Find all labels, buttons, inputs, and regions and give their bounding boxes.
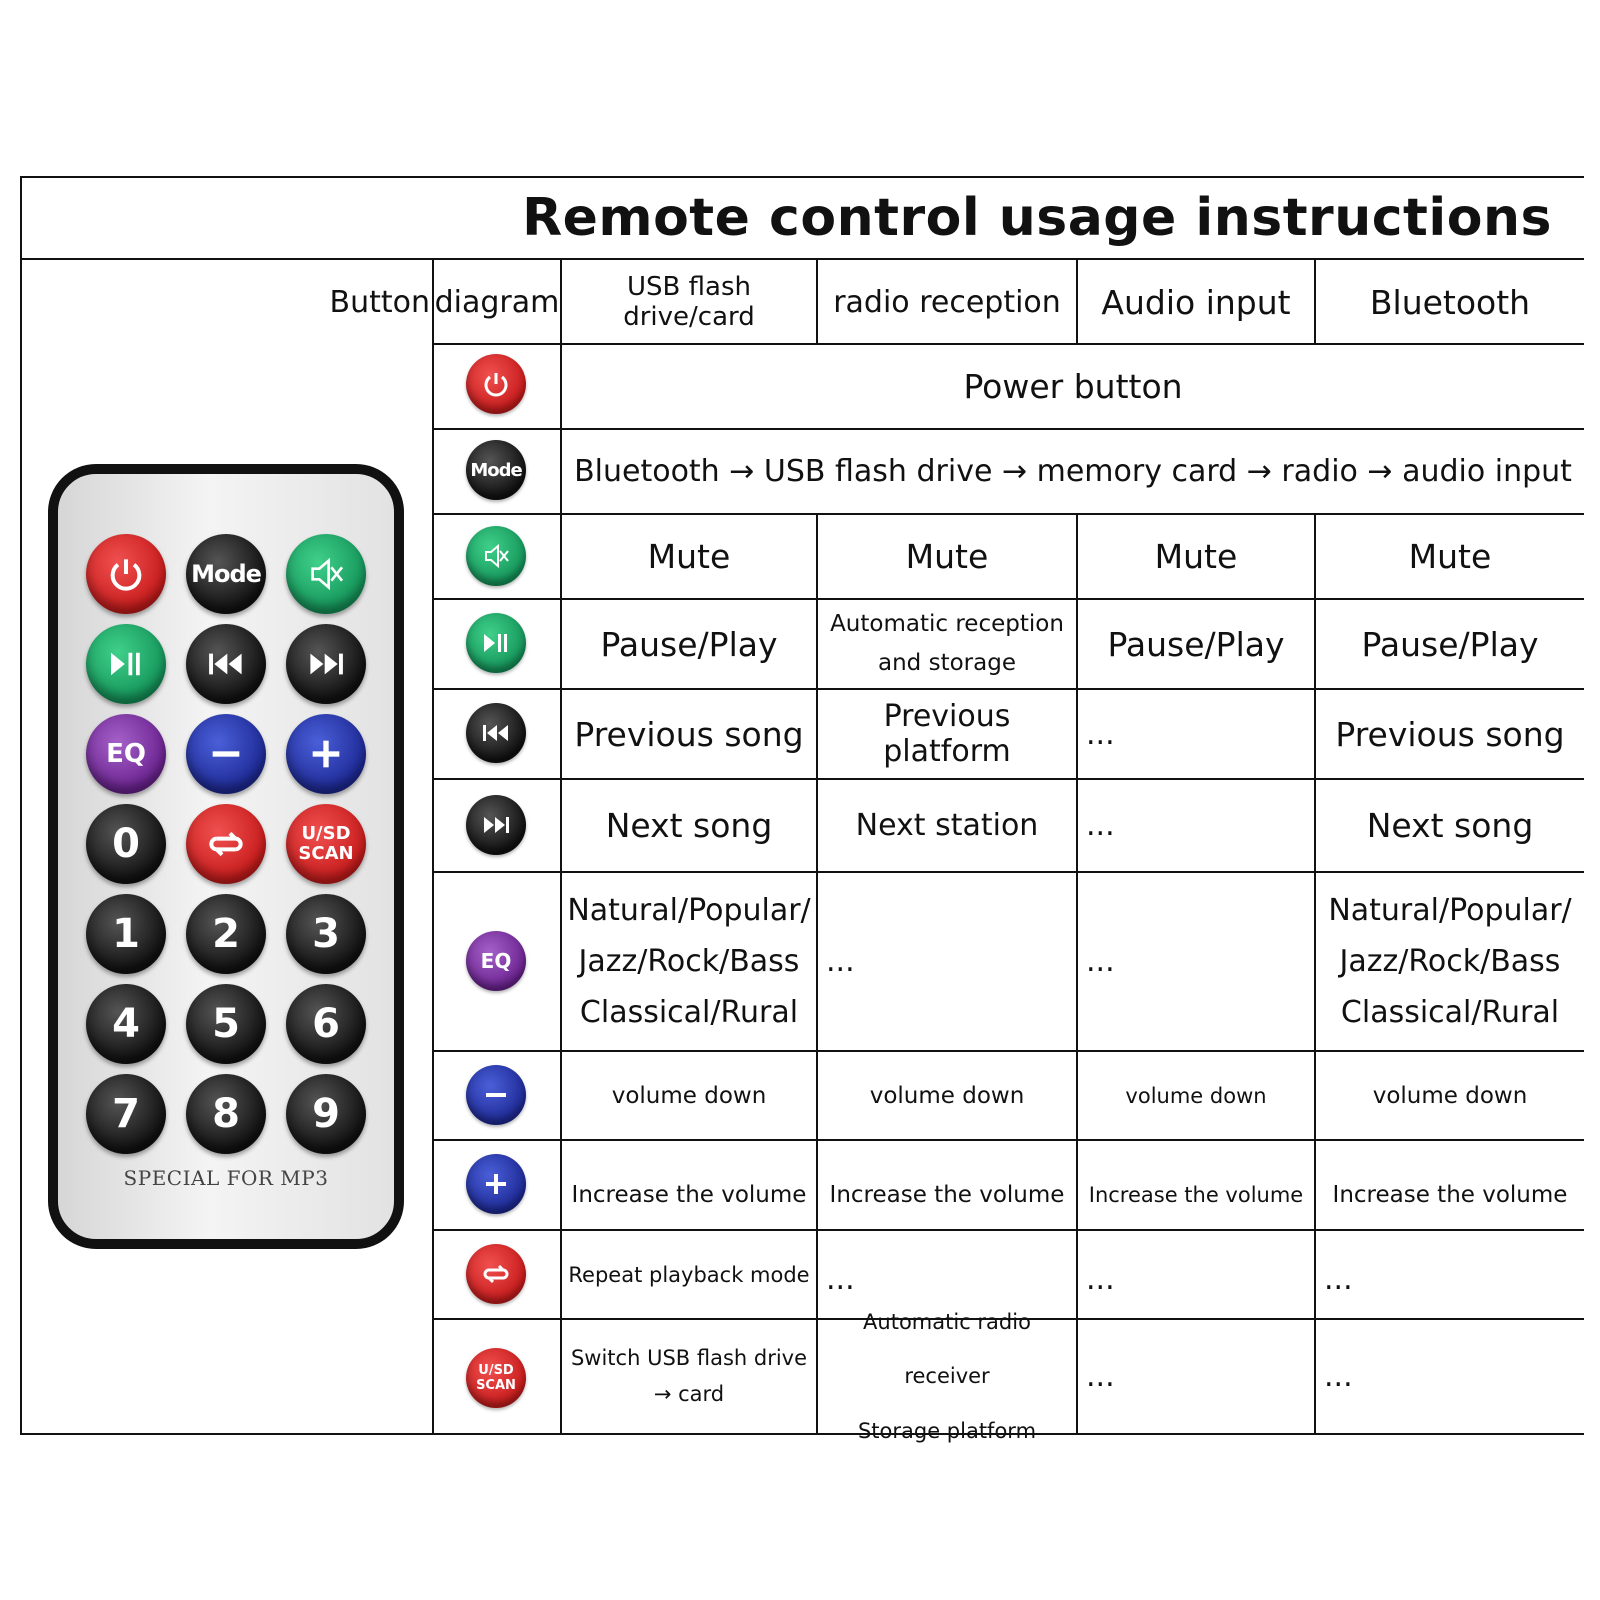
scan-usb xyxy=(562,1320,816,1433)
minus-icon xyxy=(466,1065,526,1125)
remote-scan-line2: SCAN xyxy=(298,843,354,864)
header-bluetooth: Bluetooth xyxy=(1369,282,1531,322)
play-radio-line1: Automatic reception xyxy=(830,610,1064,637)
prev-audio: ... xyxy=(1086,716,1115,752)
page-title: Remote control usage instructions xyxy=(522,188,1552,248)
remote-previous-button[interactable] xyxy=(186,624,266,704)
repeat-radio: ... xyxy=(826,1262,855,1297)
eq-audio: ... xyxy=(1086,944,1115,979)
eq-bt-line2: Jazz/Rock/Bass xyxy=(1339,944,1561,979)
remote-control xyxy=(48,464,404,1249)
repeat-usb: Repeat playback mode xyxy=(568,1262,810,1287)
header-button: Button xyxy=(329,284,430,320)
plus-usb: Increase the volume xyxy=(571,1182,807,1208)
remote-scan-button[interactable] xyxy=(286,804,366,884)
eq-bt-line1: Natural/Popular/ xyxy=(1328,893,1572,928)
remote-scan-line1: U/SD xyxy=(301,823,351,844)
mute-radio: Mute xyxy=(905,537,989,576)
scan-icon xyxy=(466,1348,526,1408)
play-radio xyxy=(818,600,1076,688)
next-icon xyxy=(466,795,526,855)
mute-icon xyxy=(466,526,526,586)
remote-digit-6[interactable]: 6 xyxy=(286,984,366,1064)
next-bluetooth: Next song xyxy=(1366,806,1534,845)
eq-usb-line2: Jazz/Rock/Bass xyxy=(578,944,800,979)
remote-digit-4[interactable]: 4 xyxy=(86,984,166,1064)
remote-digit-5[interactable]: 5 xyxy=(186,984,266,1064)
plus-icon xyxy=(466,1154,526,1214)
remote-digit-2[interactable]: 2 xyxy=(186,894,266,974)
eq-bt-line3: Classical/Rural xyxy=(1340,995,1560,1030)
next-usb: Next song xyxy=(605,806,773,845)
remote-digit-8[interactable]: 8 xyxy=(186,1074,266,1154)
remote-footer-text: SPECIAL FOR MP3 xyxy=(123,1166,329,1190)
scan-icon-line1: U/SD xyxy=(478,1363,514,1378)
plus-bluetooth: Increase the volume xyxy=(1332,1182,1568,1208)
power-description: Power button xyxy=(963,367,1183,406)
remote-volume-down-button[interactable] xyxy=(186,714,266,794)
remote-play-pause-button[interactable] xyxy=(86,624,166,704)
play-usb: Pause/Play xyxy=(600,624,778,664)
mode-description: Bluetooth → USB flash drive → memory card → radio → audio input xyxy=(574,454,1572,489)
remote-volume-up-button[interactable] xyxy=(286,714,366,794)
mute-usb: Mute xyxy=(647,537,731,576)
repeat-bluetooth: ... xyxy=(1324,1262,1353,1297)
remote-repeat-button[interactable] xyxy=(186,804,266,884)
divider-left xyxy=(432,260,434,1435)
remote-digit-7[interactable]: 7 xyxy=(86,1074,166,1154)
prev-radio: Previous platform xyxy=(883,699,1011,769)
remote-digit-0[interactable]: 0 xyxy=(86,804,166,884)
play-pause-icon xyxy=(466,613,526,673)
play-audio: Pause/Play xyxy=(1107,624,1285,664)
remote-mode-button[interactable]: Mode xyxy=(186,534,266,614)
remote-digit-3[interactable]: 3 xyxy=(286,894,366,974)
play-radio-line2: and storage xyxy=(878,650,1016,676)
remote-next-button[interactable] xyxy=(286,624,366,704)
remote-digit-9[interactable]: 9 xyxy=(286,1074,366,1154)
header-diagram: diagram xyxy=(434,284,560,320)
mute-audio: Mute xyxy=(1154,537,1238,576)
remote-digit-1[interactable]: 1 xyxy=(86,894,166,974)
header-usb: USB flash drive/card xyxy=(623,272,755,332)
eq-icon: EQ xyxy=(466,931,526,991)
minus-audio: volume down xyxy=(1125,1083,1267,1108)
scan-bluetooth: ... xyxy=(1324,1359,1353,1394)
previous-icon xyxy=(466,703,526,763)
scan-icon-line2: SCAN xyxy=(476,1378,516,1393)
remote-mute-button[interactable] xyxy=(286,534,366,614)
prev-usb: Previous song xyxy=(574,714,804,754)
scan-usb-line1: Switch USB flash drive xyxy=(570,1345,808,1370)
prev-bluetooth: Previous song xyxy=(1335,714,1565,754)
scan-audio: ... xyxy=(1086,1359,1115,1394)
scan-usb-line2: → card xyxy=(653,1381,725,1406)
header-radio: radio reception xyxy=(833,284,1061,320)
plus-radio: Increase the volume xyxy=(829,1182,1065,1208)
scan-radio-line2: Storage platform xyxy=(857,1418,1037,1443)
scan-radio-line1: Automatic radio receiver xyxy=(863,1309,1031,1389)
header-audio: Audio input xyxy=(1101,282,1291,322)
eq-usb-line1: Natural/Popular/ xyxy=(567,893,811,928)
repeat-audio: ... xyxy=(1086,1262,1115,1297)
minus-bluetooth: volume down xyxy=(1372,1082,1528,1109)
title-row xyxy=(20,176,1584,260)
minus-radio: volume down xyxy=(869,1082,1025,1109)
eq-bluetooth xyxy=(1316,873,1584,1050)
mute-bluetooth: Mute xyxy=(1408,537,1492,576)
remote-power-button[interactable] xyxy=(86,534,166,614)
minus-usb: volume down xyxy=(611,1082,767,1109)
power-icon xyxy=(466,354,526,414)
mode-icon: Mode xyxy=(466,440,526,500)
eq-radio: ... xyxy=(826,944,855,979)
next-audio: ... xyxy=(1086,808,1115,843)
eq-usb xyxy=(562,873,816,1050)
next-radio: Next station xyxy=(855,808,1039,843)
eq-usb-line3: Classical/Rural xyxy=(579,995,799,1030)
play-bluetooth: Pause/Play xyxy=(1361,624,1539,664)
plus-audio: Increase the volume xyxy=(1088,1183,1304,1207)
remote-eq-button[interactable]: EQ xyxy=(86,714,166,794)
scan-radio xyxy=(818,1309,1076,1443)
repeat-icon xyxy=(466,1244,526,1304)
